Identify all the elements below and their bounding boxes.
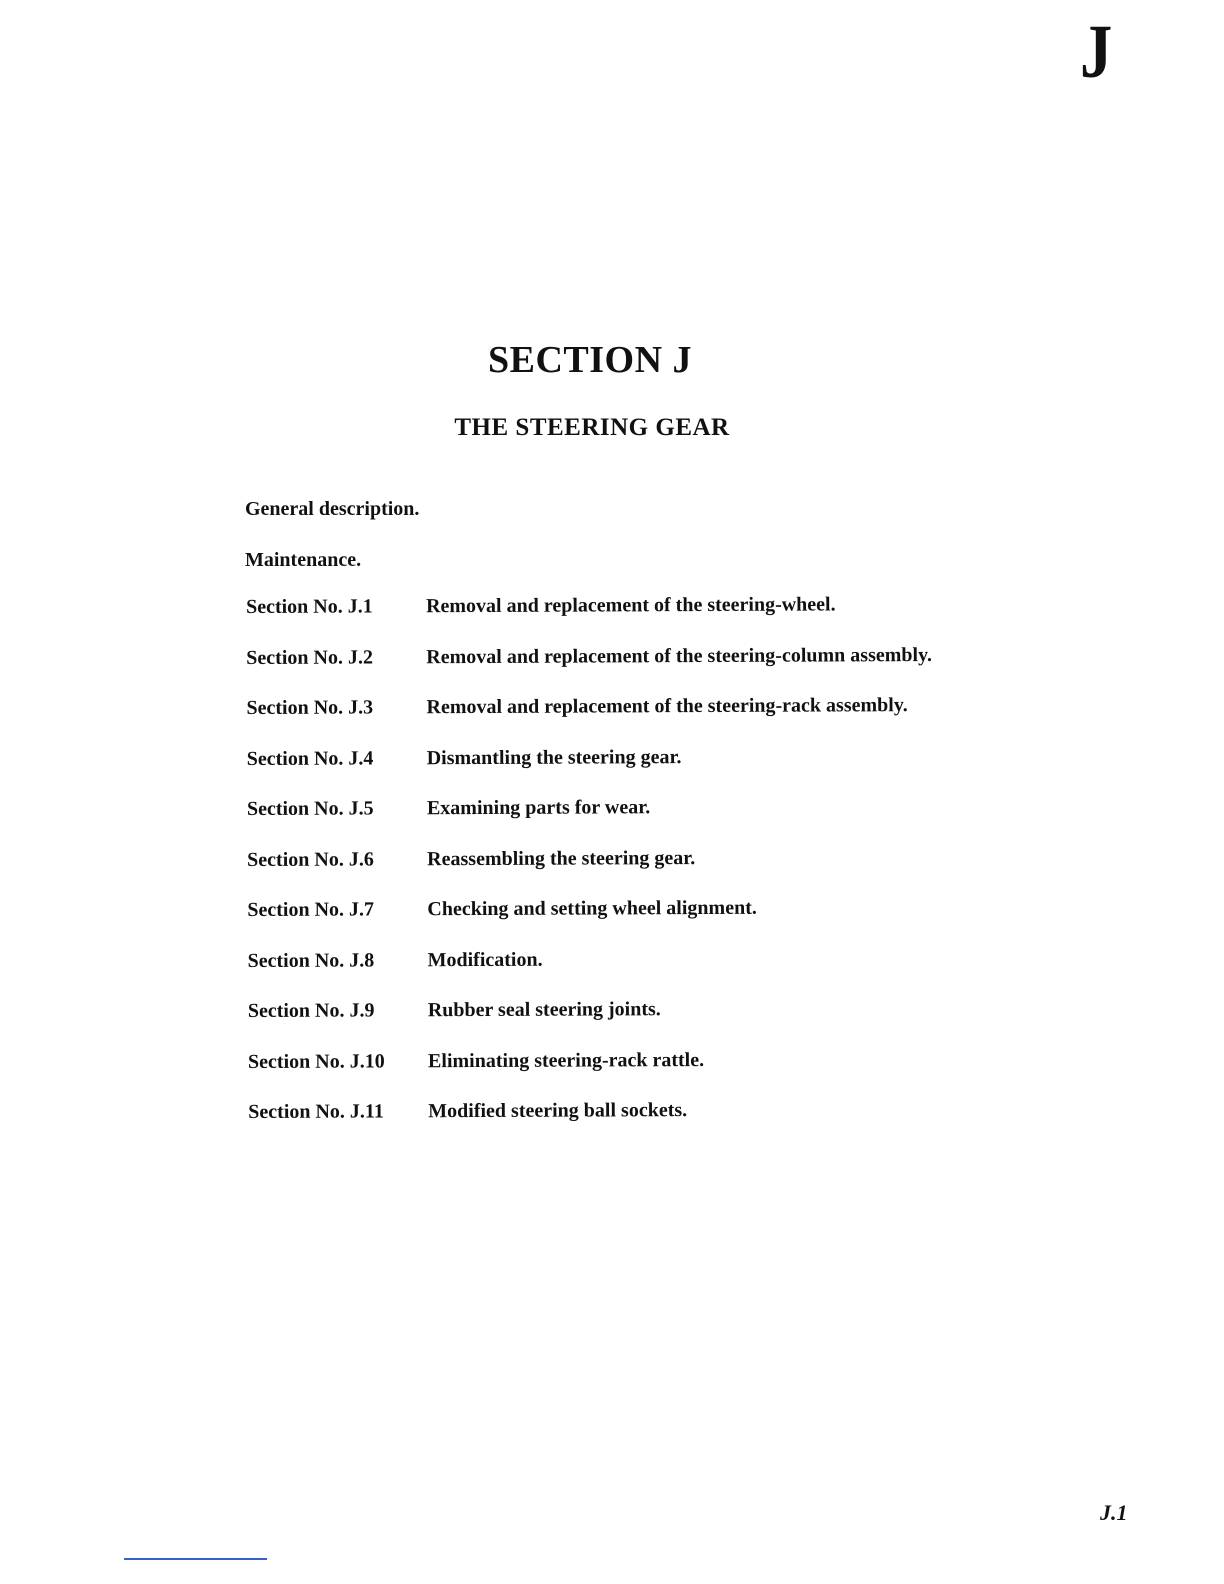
toc-section-desc: Removal and replacement of the steering-wheel. [425, 593, 836, 618]
toc-row [248, 946, 1048, 1000]
toc-section-ref: Section No. J.10 [247, 1049, 385, 1073]
toc-section-ref: Section No. J.11 [248, 1100, 384, 1123]
toc-row [248, 997, 1048, 1051]
toc-section-ref: Section No. J.1 [246, 595, 373, 618]
toc-row [247, 845, 1047, 899]
toc-section-desc: Rubber seal steering joints. [427, 998, 661, 1022]
toc-section-desc: Eliminating steering-rack rattle. [427, 1048, 705, 1072]
toc-row [247, 795, 1047, 849]
toc-row [248, 1047, 1048, 1101]
toc-section-desc: Removal and replacement of the steering-rack assembly. [426, 694, 908, 719]
toc-section-desc: Reassembling the steering gear. [427, 846, 696, 870]
toc-section-ref: Section No. J.9 [247, 999, 375, 1022]
toc-section-ref: Section No. J.4 [246, 746, 374, 770]
intro-maintenance: Maintenance. [245, 549, 362, 571]
toc-row [248, 1098, 1048, 1152]
toc-section-ref: Section No. J.8 [247, 948, 375, 972]
toc-section-ref: Section No. J.6 [247, 847, 374, 871]
intro-general-description: General description. [245, 498, 420, 520]
page-subtitle: THE STEERING GEAR [454, 414, 730, 441]
toc-section-desc: Modification. [427, 948, 543, 971]
section-tab-letter: J [1080, 10, 1113, 94]
toc-section-ref: Section No. J.5 [246, 797, 374, 820]
toc-section-ref: Section No. J.7 [247, 898, 375, 921]
toc-section-ref: Section No. J.3 [246, 696, 374, 719]
table-of-contents [246, 593, 1048, 1152]
toc-section-desc: Removal and replacement of the steering-column assembly. [426, 643, 932, 668]
toc-row [247, 896, 1047, 950]
toc-row [247, 744, 1047, 798]
toc-section-desc: Checking and setting wheel alignment. [427, 896, 757, 921]
toc-row [246, 643, 1046, 697]
toc-section-ref: Section No. J.2 [246, 645, 373, 669]
toc-section-desc: Dismantling the steering gear. [426, 745, 682, 769]
page-title: SECTION J [487, 339, 693, 381]
footer-rule [124, 1558, 267, 1560]
toc-row [246, 694, 1046, 748]
toc-section-desc: Modified steering ball sockets. [428, 1099, 688, 1123]
toc-row [246, 593, 1046, 647]
page-number: J.1 [1100, 1500, 1128, 1525]
toc-section-desc: Examining parts for wear. [426, 796, 651, 820]
